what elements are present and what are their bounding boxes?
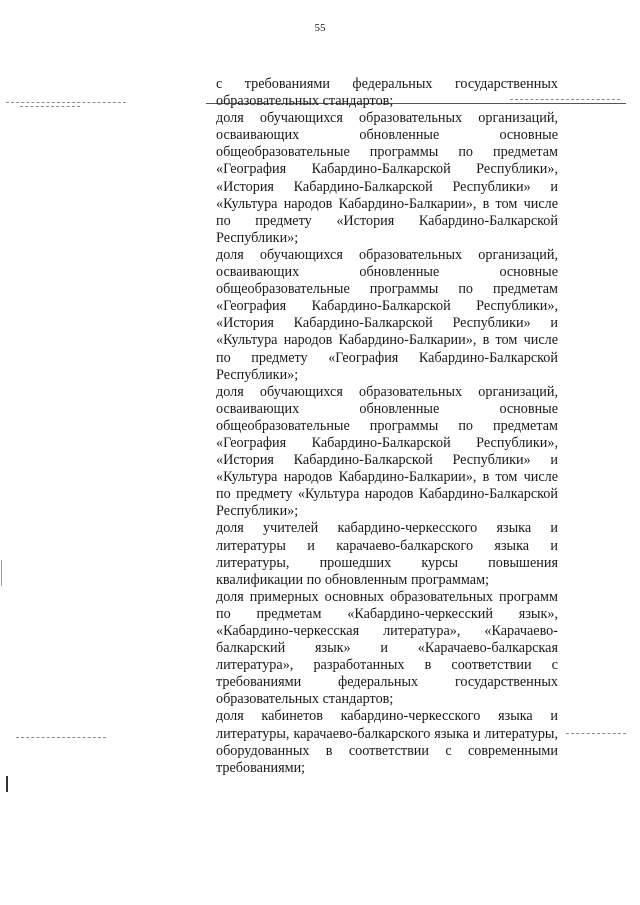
paragraph: с требованиями федеральных государственных образовательных стандартов; [216,76,558,110]
document-body [216,76,558,777]
paragraph: доля обучающихся образовательных организаций, осваивающих обновленные основные общеобразовательные программы по предметам «География Кабардино-Балкарской Республики», «История Кабардино-Балкарской Республики» и «Культура народов Кабардино-Балкарии», в том числе по предмету «География Кабардино-Балкарской Республики»; [216,246,558,383]
paragraph: доля обучающихся образовательных организаций, осваивающих обновленные основные общеобразовательные программы по предметам «География Кабардино-Балкарской Республики», «История Кабардино-Балкарской Республики» и «Культура народов Кабардино-Балкарии», в том числе по предмету «История Кабардино-Балкарской Республики»; [216,110,558,246]
paragraph: доля примерных основных образовательных программ по предметам «Кабардино-черкесский язык», «Кабардино-черкесская литература», «Карачаево-балкарский язык» и «Карачаево-балкарская литература», разработанных в соответствии с требованиями федеральных государственных образовательных стандартов; [216,588,558,708]
scan-artifact-line [16,737,106,738]
paragraph: доля обучающихся образовательных организаций, осваивающих обновленные основные общеобразовательные программы по предметам «География Кабардино-Балкарской Республики», «История Кабардино-Балкарской Республики» и «Культура народов Кабардино-Балкарии», в том числе по предмету «Культура народов Кабардино-Балкарской Республики»; [216,383,558,520]
scan-artifact-mark [1,560,2,586]
scan-artifact-mark [6,776,8,792]
scan-artifact-line [566,733,626,734]
paragraph: доля кабинетов кабардино-черкесского языка и литературы, карачаево-балкарского языка и литературы, оборудованных в соответствии с современными требованиями; [216,708,558,776]
scan-artifact-line [20,106,80,107]
paragraph: доля учителей кабардино-черкесского языка и литературы и карачаево-балкарского языка и литературы, прошедших курсы повышения квалификации по обновленным программам; [216,520,558,588]
scan-artifact-line [6,102,126,103]
page-number: 55 [314,22,326,34]
